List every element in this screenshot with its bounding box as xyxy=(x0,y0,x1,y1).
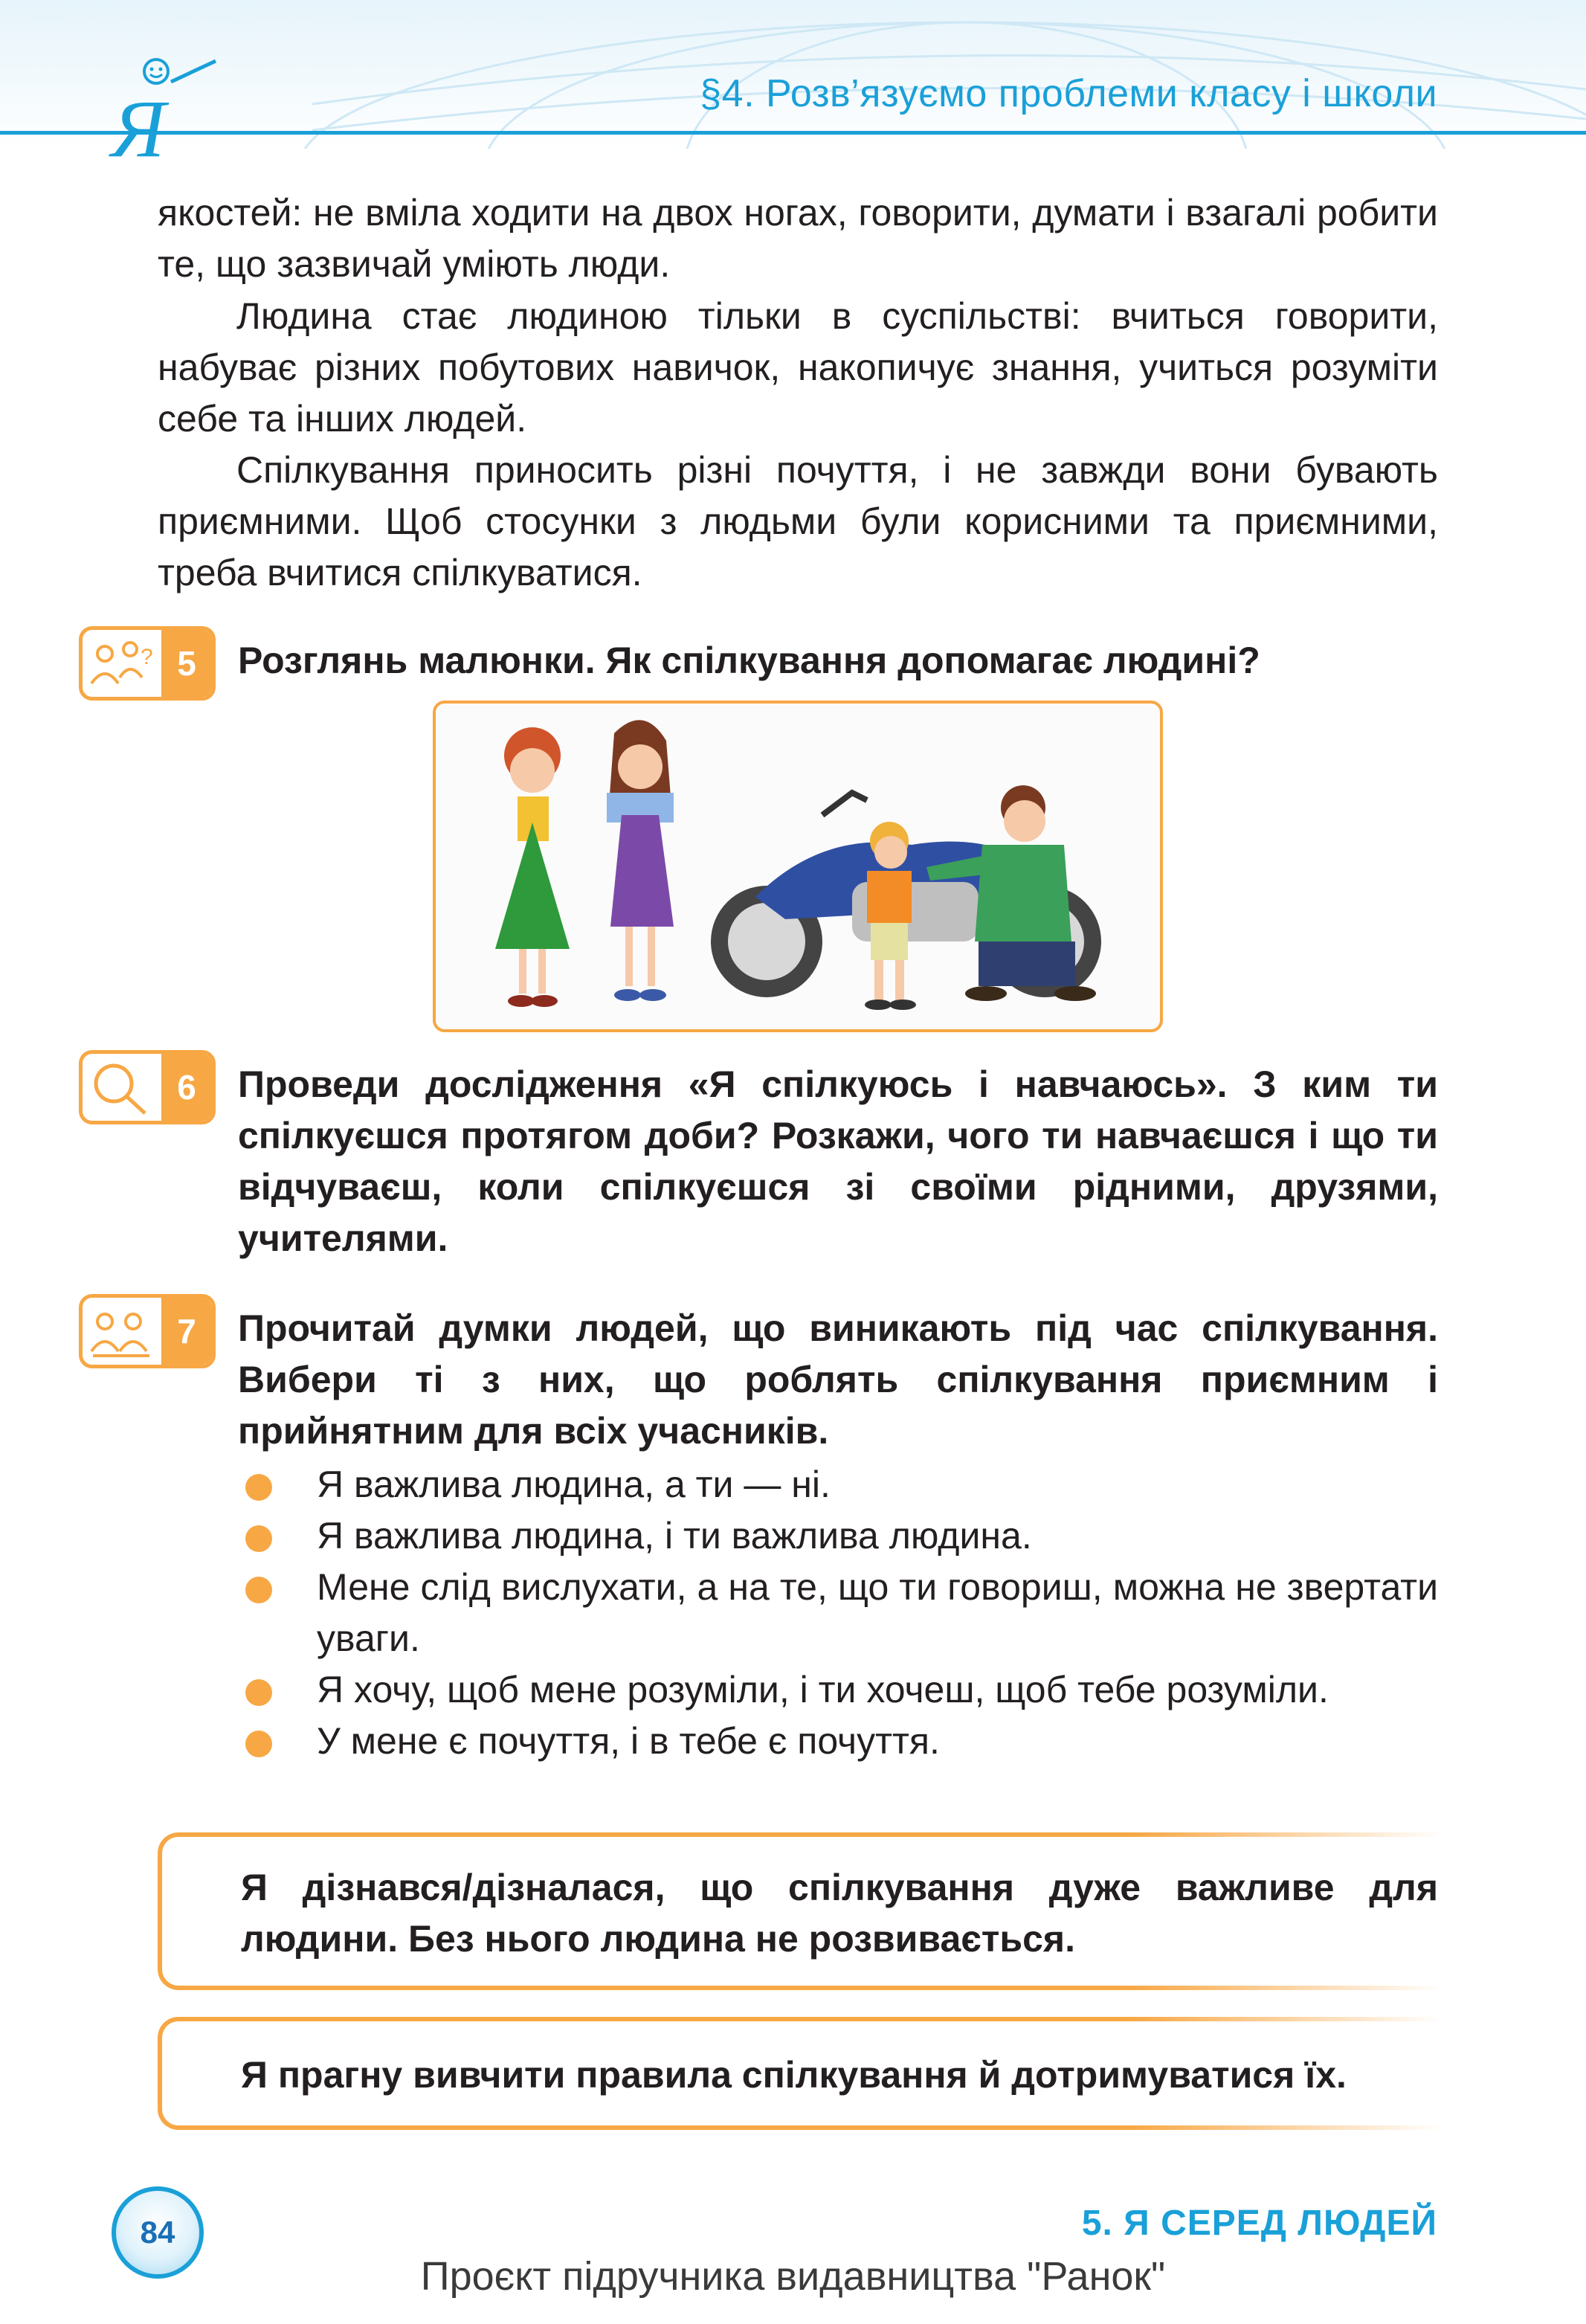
task-7-badge xyxy=(79,1294,216,1368)
conclusion-box-aspire xyxy=(158,2017,1438,2130)
list-item xyxy=(238,1459,1438,1510)
svg-text:?: ? xyxy=(141,645,153,669)
bullet-dot xyxy=(245,1525,272,1552)
list-item-text: Я важлива людина, і ти важлива людина. xyxy=(317,1515,1032,1557)
bullet-dot xyxy=(245,1679,272,1706)
conclusion-text: Я дізнався/дізналася, що спілкування дуже важливе для людини. Без нього людина не розвивається. xyxy=(241,1867,1438,1960)
task-5-badge xyxy=(79,626,216,701)
list-item-text: Я важлива людина, а ти — ні. xyxy=(317,1464,831,1505)
task-number: 6 xyxy=(161,1054,212,1121)
paragraph-2: Людина стає людиною тільки в суспільстві: вчиться говорити, набуває різних побутових навичок, накопичує знання, учиться розуміти себе та інших людей. xyxy=(158,295,1438,440)
list-item xyxy=(238,1562,1438,1664)
task-7-text: Прочитай думки людей, що виникають під час спілкування. Вибери ті з них, що роблять спілкування приємним і прийнятним для всіх учасників. xyxy=(238,1307,1438,1452)
ya-logo-icon xyxy=(104,52,223,164)
list-item xyxy=(238,1716,1438,1767)
magnifier-research-icon xyxy=(87,1058,161,1118)
list-item-text: Я хочу, щоб мене розуміли, і ти хочеш, щоб тебе розуміли. xyxy=(317,1669,1329,1710)
paragraph-3: Спілкування приносить різні почуття, і не завжди вони бувають приємними. Щоб стосунки з людьми були корисними та приємними, треба вчитися спілкуватися. xyxy=(158,449,1438,593)
page-number: 84 xyxy=(112,2186,204,2279)
conclusion-box-learned xyxy=(158,1832,1438,1990)
task-number: 5 xyxy=(161,630,212,697)
list-item xyxy=(238,1510,1438,1562)
section-title: §4. Розв’язуємо проблеми класу і школи xyxy=(700,72,1437,115)
publisher-note: Проєкт підручника видавництва "Ранок" xyxy=(420,2254,1166,2299)
bullet-dot xyxy=(245,1577,272,1603)
girl-green-dress xyxy=(495,727,570,1007)
children-communication-illustration xyxy=(433,701,1163,1032)
task-6-badge xyxy=(79,1050,216,1124)
list-item-text: У мене є почуття, і в тебе є почуття. xyxy=(317,1720,940,1762)
group-discussion-icon xyxy=(87,634,161,694)
conclusion-text: Я прагну вивчити правила спілкування й дотримуватися їх. xyxy=(241,2054,1347,2096)
bullet-dot xyxy=(245,1474,272,1501)
bullet-dot xyxy=(245,1731,272,1757)
task-6-text: Проведи дослідження «Я спілкуюсь і навчаюсь». З ким ти спілкуєшся протягом доби? Розкажи, чого ти навчаєшся і що ти відчуваєш, коли спілкуєшся зі своїми рідними, друзями, учителями. xyxy=(238,1063,1438,1259)
list-item-text: Мене слід вислухати, а на те, що ти говориш, можна не звертати уваги. xyxy=(317,1566,1438,1659)
chapter-title: 5. Я СЕРЕД ЛЮДЕЙ xyxy=(1081,2204,1437,2243)
opinion-list xyxy=(238,1459,1438,1767)
pair-work-icon xyxy=(87,1302,161,1362)
list-item xyxy=(238,1664,1438,1716)
illustration-scene xyxy=(436,704,1160,1029)
paragraph-1: якостей: не вміла ходити на двох ногах, говорити, думати і взагалі робити те, що зазвичай уміють люди. xyxy=(158,192,1438,285)
task-5-text: Розглянь малюнки. Як спілкування допомагає людині? xyxy=(238,640,1260,681)
logo-letter: Я xyxy=(112,83,166,164)
girl-purple-dress xyxy=(607,720,674,1001)
task-number: 7 xyxy=(161,1298,212,1365)
header-rule xyxy=(0,131,1586,135)
